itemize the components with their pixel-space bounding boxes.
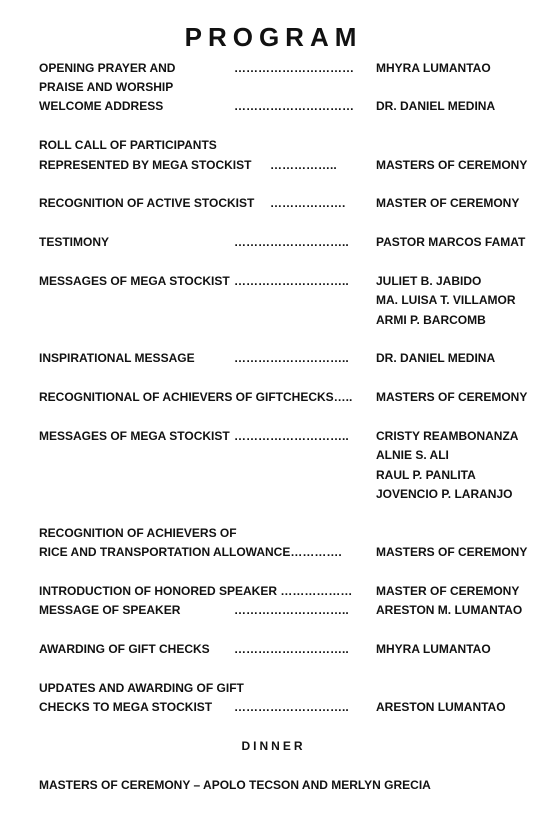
program-item: INSPIRATIONAL MESSAGE xyxy=(39,351,195,365)
program-speaker: ALNIE S. ALI xyxy=(376,448,449,462)
program-item: RECOGNITIONAL OF ACHIEVERS OF GIFTCHECKS….. xyxy=(39,390,353,404)
leader-dots: ……………………….. xyxy=(234,603,349,617)
program-speaker: MA. LUISA T. VILLAMOR xyxy=(376,293,516,307)
program-speaker: MASTERS OF CEREMONY xyxy=(376,545,528,559)
program-speaker: MASTERS OF CEREMONY xyxy=(376,390,528,404)
program-speaker: MHYRA LUMANTAO xyxy=(376,642,491,656)
program-speaker: JOVENCIO P. LARANJO xyxy=(376,487,513,501)
program-item: RECOGNITION OF ACTIVE STOCKIST xyxy=(39,196,255,210)
program-item: RICE AND TRANSPORTATION ALLOWANCE…………. xyxy=(39,545,342,559)
program-item: UPDATES AND AWARDING OF GIFT xyxy=(39,681,244,695)
program-item: PRAISE AND WORSHIP xyxy=(39,80,174,94)
program-line xyxy=(0,697,547,717)
dinner-heading: DINNER xyxy=(241,739,306,753)
leader-dots: ……………………….. xyxy=(234,351,349,365)
leader-dots: ……………………….. xyxy=(234,429,349,443)
program-speaker: ARMI P. BARCOMB xyxy=(376,313,486,327)
program-line xyxy=(0,465,547,485)
leader-dots: ……………………….. xyxy=(234,642,349,656)
program-line xyxy=(0,348,547,368)
program-speaker: MASTERS OF CEREMONY xyxy=(376,158,528,172)
leader-dots: ………………. xyxy=(270,196,346,210)
program-speaker: ARESTON M. LUMANTAO xyxy=(376,603,523,617)
program-line xyxy=(0,484,547,504)
program-item: MESSAGE OF SPEAKER xyxy=(39,603,181,617)
program-line xyxy=(0,155,547,175)
program-item: RECOGNITION OF ACHIEVERS OF xyxy=(39,526,237,540)
program-speaker: PASTOR MARCOS FAMAT xyxy=(376,235,526,249)
program-speaker: CRISTY REAMBONANZA xyxy=(376,429,519,443)
program-item: CHECKS TO MEGA STOCKIST xyxy=(39,700,213,714)
program-line xyxy=(0,193,547,213)
program-line xyxy=(0,639,547,659)
program-speaker: ARESTON LUMANTAO xyxy=(376,700,506,714)
program-line xyxy=(0,445,547,465)
program-title: PROGRAM xyxy=(184,22,363,52)
program-item: AWARDING OF GIFT CHECKS xyxy=(39,642,210,656)
program-line xyxy=(0,600,547,620)
program-line xyxy=(0,387,547,407)
program-item: ROLL CALL OF PARTICIPANTS xyxy=(39,138,217,152)
program-line xyxy=(0,135,547,155)
program-item: MESSAGES OF MEGA STOCKIST xyxy=(39,274,230,288)
program-speaker: MHYRA LUMANTAO xyxy=(376,61,491,75)
masters-of-ceremony-footer: MASTERS OF CEREMONY – APOLO TECSON AND MERLYN GRECIA xyxy=(39,778,431,792)
program-item: WELCOME ADDRESS xyxy=(39,99,164,113)
leader-dots: ……………………….. xyxy=(234,235,349,249)
leader-dots: …………….. xyxy=(270,158,337,172)
program-item: MESSAGES OF MEGA STOCKIST xyxy=(39,429,230,443)
program-line xyxy=(0,542,547,562)
program-line xyxy=(0,581,547,601)
program-speaker: JULIET B. JABIDO xyxy=(376,274,482,288)
program-line xyxy=(0,271,547,291)
program-line xyxy=(0,232,547,252)
program-line xyxy=(0,96,547,116)
program-item: REPRESENTED BY MEGA STOCKIST xyxy=(39,158,252,172)
program-line xyxy=(0,58,547,78)
program-speaker: DR. DANIEL MEDINA xyxy=(376,99,496,113)
program-line xyxy=(0,77,547,97)
program-speaker: DR. DANIEL MEDINA xyxy=(376,351,496,365)
program-speaker: MASTER OF CEREMONY xyxy=(376,196,520,210)
program-line xyxy=(0,523,547,543)
program-line xyxy=(0,290,547,310)
program-line xyxy=(0,426,547,446)
leader-dots: ……………………….. xyxy=(234,700,349,714)
program-speaker: MASTER OF CEREMONY xyxy=(376,584,520,598)
program-item: OPENING PRAYER AND xyxy=(39,61,176,75)
program-line xyxy=(0,310,547,330)
program-speaker: RAUL P. PANLITA xyxy=(376,468,476,482)
leader-dots: ……………………….. xyxy=(234,274,349,288)
program-item: INTRODUCTION OF HONORED SPEAKER ……………… xyxy=(39,584,353,598)
program-line xyxy=(0,678,547,698)
leader-dots: ………………………… xyxy=(234,99,354,113)
program-item: TESTIMONY xyxy=(39,235,110,249)
leader-dots: ………………………… xyxy=(234,61,354,75)
